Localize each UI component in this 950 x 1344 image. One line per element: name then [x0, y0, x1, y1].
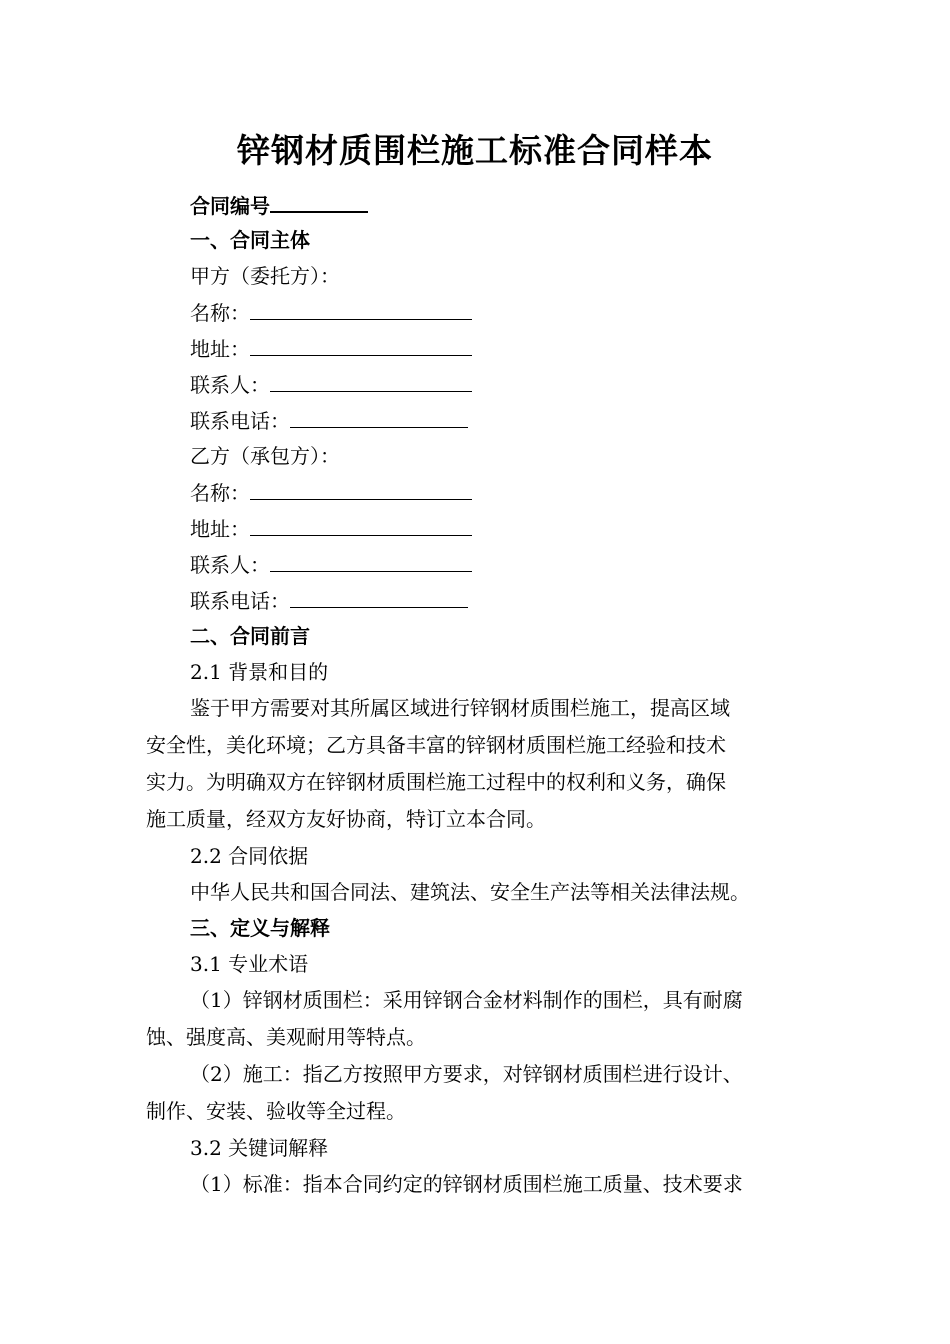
- party-b-phone-blank[interactable]: [290, 585, 468, 608]
- party-a-label: 甲方（委托方）：: [190, 264, 340, 288]
- party-b-address-blank[interactable]: [250, 513, 472, 536]
- party-a-phone-line: [190, 405, 468, 436]
- section3-heading: 三、定义与解释: [190, 916, 330, 940]
- paragraph-line: 蚀、强度高、美观耐用等特点。: [146, 1025, 426, 1049]
- party-a-phone-label: 联系电话：: [190, 409, 290, 433]
- document-title: 锌钢材质围栏施工标准合同样本: [237, 131, 713, 170]
- paragraph-line: （1）锌钢材质围栏：采用锌钢合金材料制作的围栏，具有耐腐: [190, 988, 743, 1012]
- section2-1-title: 2.1 背景和目的: [190, 660, 329, 684]
- party-a-address-blank[interactable]: [250, 333, 472, 356]
- party-b-phone-label: 联系电话：: [190, 589, 290, 613]
- party-a-contact-blank[interactable]: [270, 369, 472, 392]
- contract-number-line: [190, 189, 368, 221]
- section2-heading: 二、合同前言: [190, 624, 310, 648]
- party-a-contact-label: 联系人：: [190, 373, 270, 397]
- party-b-label: 乙方（承包方）：: [190, 444, 340, 468]
- contract-number-label: 合同编号: [190, 194, 270, 218]
- party-a-name-line: [190, 297, 472, 328]
- paragraph-line: 鉴于甲方需要对其所属区域进行锌钢材质围栏施工，提高区域: [190, 696, 730, 720]
- party-b-address-label: 地址：: [190, 517, 250, 541]
- party-b-contact-line: [190, 549, 472, 580]
- party-b-contact-blank[interactable]: [270, 549, 472, 572]
- section1-heading: 一、合同主体: [190, 228, 310, 252]
- party-b-name-blank[interactable]: [250, 477, 472, 500]
- party-b-name-line: [190, 477, 472, 508]
- paragraph-line: 实力。为明确双方在锌钢材质围栏施工过程中的权利和义务，确保: [146, 770, 726, 794]
- paragraph-line: （1）标准：指本合同约定的锌钢材质围栏施工质量、技术要求: [190, 1172, 743, 1196]
- party-a-phone-blank[interactable]: [290, 405, 468, 428]
- party-b-address-line: [190, 513, 472, 544]
- paragraph-line: 施工质量，经双方友好协商，特订立本合同。: [146, 807, 546, 831]
- party-b-phone-line: [190, 585, 468, 616]
- paragraph-line: （2）施工：指乙方按照甲方要求，对锌钢材质围栏进行设计、: [190, 1062, 743, 1086]
- section3-1-title: 3.1 专业术语: [190, 952, 309, 976]
- paragraph-line: 中华人民共和国合同法、建筑法、安全生产法等相关法律法规。: [190, 880, 750, 904]
- party-a-contact-line: [190, 369, 472, 400]
- party-a-address-label: 地址：: [190, 337, 250, 361]
- contract-number-blank[interactable]: [270, 189, 368, 213]
- section2-2-title: 2.2 合同依据: [190, 844, 309, 868]
- party-a-address-line: [190, 333, 472, 364]
- party-a-name-blank[interactable]: [250, 297, 472, 320]
- party-b-contact-label: 联系人：: [190, 553, 270, 577]
- section3-2-title: 3.2 关键词解释: [190, 1136, 329, 1160]
- paragraph-line: 制作、安装、验收等全过程。: [146, 1099, 406, 1123]
- paragraph-line: 安全性，美化环境；乙方具备丰富的锌钢材质围栏施工经验和技术: [146, 733, 726, 757]
- party-b-name-label: 名称：: [190, 481, 250, 505]
- party-a-name-label: 名称：: [190, 301, 250, 325]
